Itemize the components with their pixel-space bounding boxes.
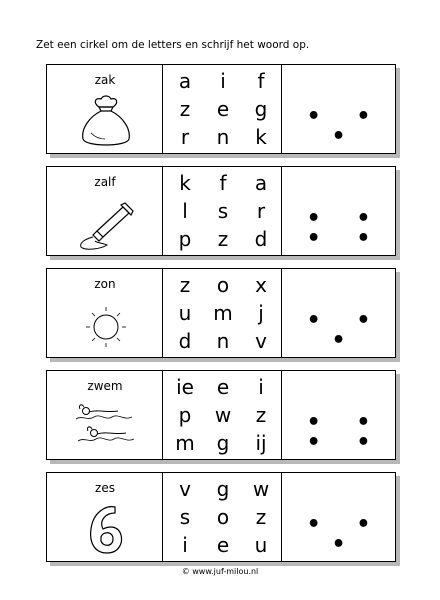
- answer-dots: • • • •: [306, 206, 385, 251]
- letter[interactable]: w: [214, 403, 232, 427]
- letter[interactable]: u: [254, 533, 268, 557]
- letter[interactable]: ie: [176, 375, 194, 399]
- letter[interactable]: s: [179, 505, 191, 529]
- bag-icon: [75, 93, 137, 149]
- letter[interactable]: d: [178, 329, 192, 353]
- picture-cell: [47, 473, 163, 561]
- letter[interactable]: n: [216, 329, 230, 353]
- letter[interactable]: u: [178, 301, 192, 325]
- word-label: zes: [95, 481, 115, 495]
- letter[interactable]: v: [179, 477, 191, 501]
- letter[interactable]: i: [220, 69, 226, 93]
- letter[interactable]: r: [256, 199, 266, 223]
- exercise-row-zon: [46, 268, 396, 358]
- letter[interactable]: z: [217, 227, 229, 251]
- exercise-row-zwem: [46, 370, 396, 460]
- number-six-icon: [75, 501, 137, 557]
- letter-grid: [163, 65, 282, 153]
- picture-cell: [47, 65, 163, 153]
- instruction-text: Zet een cirkel om de letters en schrijf het woord op.: [36, 39, 310, 51]
- letter[interactable]: g: [216, 431, 230, 455]
- sun-icon: [75, 297, 137, 353]
- letter[interactable]: n: [216, 125, 230, 149]
- answer-dots: • • •: [306, 104, 385, 149]
- letter-grid: [163, 371, 282, 459]
- letter[interactable]: a: [254, 171, 268, 195]
- letter[interactable]: l: [182, 199, 188, 223]
- letter[interactable]: k: [255, 125, 267, 149]
- letter[interactable]: z: [255, 403, 267, 427]
- picture-cell: [47, 167, 163, 255]
- letter[interactable]: f: [257, 69, 265, 93]
- picture-cell: [47, 269, 163, 357]
- letter[interactable]: p: [178, 403, 192, 427]
- letter[interactable]: w: [252, 477, 270, 501]
- answer-dots: • • •: [306, 308, 385, 353]
- letter[interactable]: m: [213, 301, 233, 325]
- letter[interactable]: j: [258, 301, 264, 325]
- letter[interactable]: f: [219, 171, 227, 195]
- footer-credit: © www.juf-milou.nl: [181, 567, 259, 576]
- word-label: zak: [94, 73, 116, 87]
- letter[interactable]: k: [179, 171, 191, 195]
- letter[interactable]: o: [216, 273, 230, 297]
- letter[interactable]: i: [182, 533, 188, 557]
- letter[interactable]: g: [254, 97, 268, 121]
- letter-grid: [163, 167, 282, 255]
- word-label: zalf: [94, 175, 116, 189]
- answer-cell[interactable]: [282, 473, 395, 561]
- ointment-tube-icon: [75, 195, 137, 251]
- letter[interactable]: e: [216, 97, 230, 121]
- letter[interactable]: m: [175, 431, 195, 455]
- letter[interactable]: e: [216, 375, 230, 399]
- letter[interactable]: e: [216, 533, 230, 557]
- letter[interactable]: s: [217, 199, 229, 223]
- answer-dots: • • • •: [306, 410, 385, 455]
- answer-dots: • • •: [306, 512, 385, 557]
- answer-cell[interactable]: [282, 371, 395, 459]
- exercise-row-zes: [46, 472, 396, 562]
- letter[interactable]: d: [254, 227, 268, 251]
- exercise-row-zalf: [46, 166, 396, 256]
- answer-cell[interactable]: [282, 269, 395, 357]
- letter[interactable]: r: [180, 125, 190, 149]
- letter[interactable]: ij: [255, 431, 267, 455]
- letter[interactable]: p: [178, 227, 192, 251]
- word-label: zwem: [87, 379, 123, 393]
- letter-grid: [163, 473, 282, 561]
- letter-grid: [163, 269, 282, 357]
- answer-cell[interactable]: [282, 65, 395, 153]
- letter[interactable]: i: [258, 375, 264, 399]
- letter[interactable]: z: [179, 97, 191, 121]
- letter[interactable]: g: [216, 477, 230, 501]
- letter[interactable]: z: [179, 273, 191, 297]
- letter[interactable]: a: [178, 69, 192, 93]
- answer-cell[interactable]: [282, 167, 395, 255]
- letter[interactable]: z: [255, 505, 267, 529]
- picture-cell: [47, 371, 163, 459]
- word-label: zon: [94, 277, 116, 291]
- letter[interactable]: v: [255, 329, 267, 353]
- swimmers-icon: [67, 399, 143, 455]
- letter[interactable]: o: [216, 505, 230, 529]
- exercise-row-zak: [46, 64, 396, 154]
- letter[interactable]: x: [255, 273, 267, 297]
